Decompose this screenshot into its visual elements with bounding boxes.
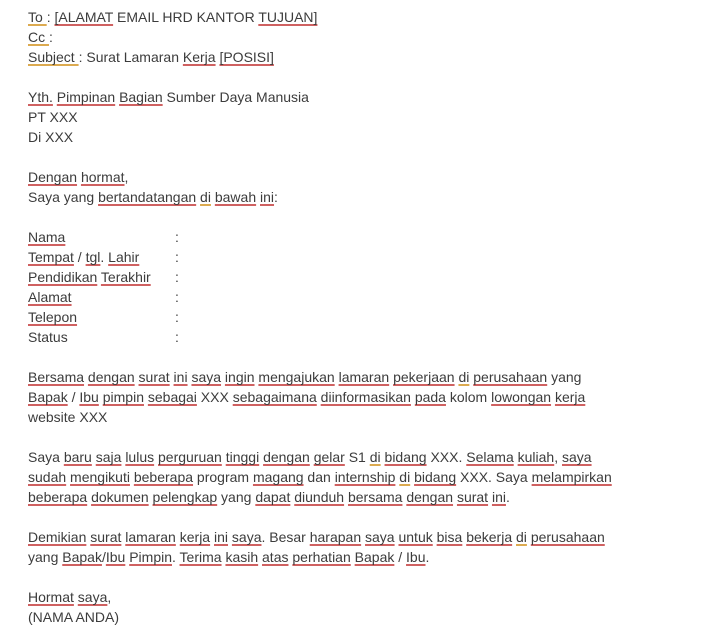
spelling-error-word: [POSISI] [219, 49, 274, 65]
spelling-error-word: baru [63, 449, 92, 465]
text-segment: . Besar [261, 529, 310, 545]
spelling-error-word: pada [414, 389, 446, 405]
text-line [28, 127, 683, 147]
spelling-error-word: internship [334, 469, 396, 485]
spelling-error-word: Alamat [28, 289, 72, 305]
grammar-suggestion-word: Cc [28, 29, 49, 45]
spelling-error-word: diunduh [294, 489, 345, 505]
text-segment: XXX. Saya [456, 469, 532, 485]
spelling-error-word: saya [365, 529, 395, 545]
spelling-error-word: beberapa [133, 469, 194, 485]
field-label [28, 327, 175, 347]
spelling-error-word: ini [214, 529, 229, 545]
text-segment: , [107, 589, 112, 605]
form-field-row [28, 227, 683, 247]
text-segment: : [46, 9, 55, 25]
spelling-error-word: kuliah [517, 449, 555, 465]
field-label [28, 287, 175, 307]
field-label [28, 227, 175, 247]
spelling-error-word: hormat [80, 169, 125, 185]
text-segment: Saya [28, 449, 64, 465]
spelling-error-word: perguruan [158, 449, 222, 465]
spelling-error-word: Terakhir [100, 269, 151, 285]
blank-line [28, 67, 683, 87]
blank-line [28, 147, 683, 167]
text-segment: kolom [445, 389, 492, 405]
text-segment: : [274, 189, 278, 205]
spelling-error-word: atas [262, 549, 289, 565]
spelling-error-word: saya [191, 369, 222, 385]
grammar-suggestion-word: di [458, 369, 470, 385]
spelling-error-word: dokumen [91, 489, 149, 505]
spelling-error-word: lulus [125, 449, 155, 465]
spelling-error-word: Yth. [28, 89, 53, 105]
spelling-error-word: ingin [224, 369, 255, 385]
spelling-error-word: bekerja [466, 529, 513, 545]
spelling-error-word: Selama [466, 449, 514, 465]
text-segment: / [73, 249, 86, 265]
spelling-error-word: bawah [214, 189, 257, 205]
spelling-error-word: sebagai [147, 389, 197, 405]
text-line [28, 447, 683, 467]
blank-line [28, 207, 683, 227]
spelling-error-word: ini [173, 369, 188, 385]
spelling-error-word: lamaran [338, 369, 390, 385]
spelling-error-word: TUJUAN] [258, 9, 318, 25]
grammar-suggestion-word: di [516, 529, 527, 545]
spelling-error-word: perhatian [292, 549, 351, 565]
spelling-error-word: harapan [309, 529, 362, 545]
text-segment: Sumber Daya Manusia [162, 89, 309, 105]
text-line [28, 187, 683, 207]
text-line [28, 7, 683, 27]
spelling-error-word: dengan [87, 369, 135, 385]
spelling-error-word: Terima [179, 549, 222, 565]
spelling-error-word: [ALAMAT [54, 9, 114, 25]
field-colon: : [175, 289, 179, 305]
spelling-error-word: beberapa [28, 489, 88, 505]
spelling-error-word: Ibu [105, 549, 126, 565]
form-field-row [28, 287, 683, 307]
text-segment: , [124, 169, 129, 185]
spelling-error-word: Bapak [28, 389, 68, 405]
text-line [28, 167, 683, 187]
text-segment: PT XXX [28, 109, 78, 125]
spelling-error-word: Pendidikan [28, 269, 98, 285]
text-segment: website XXX [28, 409, 108, 425]
text-line [28, 587, 683, 607]
text-line [28, 407, 683, 427]
spelling-error-word: sudah [28, 469, 67, 485]
spelling-error-word: Hormat [28, 589, 74, 605]
text-segment: XXX [196, 389, 233, 405]
spelling-error-word: ini [491, 489, 506, 505]
spelling-error-word: surat [138, 369, 170, 385]
form-field-row [28, 267, 683, 287]
text-segment: : Surat Lamaran [78, 49, 183, 65]
spelling-error-word: Bapak [62, 549, 102, 565]
text-segment: Status [28, 329, 68, 345]
text-line [28, 487, 683, 507]
form-field-row [28, 327, 683, 347]
spelling-error-word: bertandatangan [98, 189, 197, 205]
text-line [28, 107, 683, 127]
text-segment: Di XXX [28, 129, 74, 145]
spelling-error-word: pimpin [102, 389, 144, 405]
text-segment: S1 [344, 449, 370, 465]
grammar-suggestion-word: Subject [28, 49, 79, 65]
field-colon: : [175, 229, 179, 245]
spelling-error-word: ini [260, 189, 275, 205]
document-body [28, 7, 683, 627]
spelling-error-word: Lahir [108, 249, 140, 265]
spelling-error-word: gelar [313, 449, 345, 465]
spelling-error-word: lamaran [125, 529, 176, 545]
spelling-error-word: pelengkap [152, 489, 218, 505]
grammar-suggestion-word: di [369, 449, 381, 465]
spelling-error-word: mengajukan [258, 369, 335, 385]
spelling-error-word: magang [252, 469, 304, 485]
text-segment: dan [303, 469, 335, 485]
spelling-error-word: diinformasikan [320, 389, 411, 405]
spelling-error-word: Nama [28, 229, 66, 245]
text-line [28, 27, 683, 47]
spelling-error-word: dapat [255, 489, 291, 505]
spelling-error-word: sebagaimana [232, 389, 317, 405]
text-segment: yang [547, 369, 582, 385]
spelling-error-word: bisa [436, 529, 463, 545]
field-label [28, 267, 175, 287]
spelling-error-word: Ibu [79, 389, 99, 405]
text-segment: yang [28, 549, 63, 565]
spelling-error-word: Pimpin [129, 549, 172, 565]
text-line [28, 387, 683, 407]
spelling-error-word: untuk [398, 529, 433, 545]
text-segment: . [172, 549, 180, 565]
text-segment: program [193, 469, 253, 485]
spelling-error-word: saya [562, 449, 592, 465]
form-field-row [28, 247, 683, 267]
text-segment: . [505, 489, 510, 505]
spelling-error-word: Kerja [182, 49, 216, 65]
field-colon: : [175, 309, 179, 325]
text-segment: (NAMA ANDA) [28, 609, 120, 625]
text-segment: . [425, 549, 430, 565]
spelling-error-word: mengikuti [70, 469, 130, 485]
field-label [28, 307, 175, 327]
spelling-error-word: Dengan [28, 169, 78, 185]
blank-line [28, 567, 683, 587]
spelling-error-word: dengan [263, 449, 310, 465]
text-segment: Saya yang [28, 189, 99, 205]
grammar-suggestion-word: di [200, 189, 211, 205]
spelling-error-word: kerja [179, 529, 211, 545]
spelling-error-word: Bagian [119, 89, 163, 105]
field-label [28, 247, 175, 267]
grammar-suggestion-word: To [28, 9, 47, 25]
spelling-error-word: Telepon [28, 309, 78, 325]
grammar-suggestion-word: di [399, 469, 411, 485]
spelling-error-word: saya [77, 589, 108, 605]
spelling-error-word: bidang [384, 449, 427, 465]
text-line [28, 607, 683, 627]
text-segment: / [394, 549, 407, 565]
blank-line [28, 507, 683, 527]
text-line [28, 47, 683, 67]
text-line [28, 467, 683, 487]
spelling-error-word: Ibu [406, 549, 426, 565]
blank-line [28, 347, 683, 367]
spelling-error-word: perusahaan [473, 369, 548, 385]
text-line [28, 87, 683, 107]
spelling-error-word: Tempat [28, 249, 74, 265]
text-line [28, 527, 683, 547]
field-colon: : [175, 249, 179, 265]
spelling-error-word: surat [90, 529, 122, 545]
spelling-error-word: melampirkan [531, 469, 612, 485]
spelling-error-word: pekerjaan [393, 369, 455, 385]
spelling-error-word: saya [231, 529, 262, 545]
spelling-error-word: Bersama [28, 369, 85, 385]
blank-line [28, 427, 683, 447]
spelling-error-word: kerja [554, 389, 586, 405]
spelling-error-word: bersama [347, 489, 403, 505]
text-segment: / [67, 389, 80, 405]
text-segment: XXX. [426, 449, 467, 465]
spelling-error-word: Pimpinan [56, 89, 116, 105]
spelling-error-word: Bapak [354, 549, 395, 565]
spelling-error-word: kasih [225, 549, 259, 565]
spelling-error-word: saja [95, 449, 122, 465]
spelling-error-word: tinggi [225, 449, 260, 465]
text-segment: . [100, 249, 109, 265]
spelling-error-word: surat [456, 489, 489, 505]
text-segment: / [101, 549, 106, 565]
form-field-row [28, 307, 683, 327]
spelling-error-word: Demikian [28, 529, 87, 545]
spelling-error-word: bidang [414, 469, 457, 485]
spelling-error-word: dengan [406, 489, 454, 505]
text-segment: EMAIL HRD KANTOR [113, 9, 259, 25]
text-segment: , [554, 449, 562, 465]
text-line [28, 367, 683, 387]
text-segment: : [49, 29, 53, 45]
field-colon: : [175, 269, 179, 285]
spelling-error-word: lowongan [491, 389, 552, 405]
spelling-error-word: perusahaan [530, 529, 605, 545]
text-line [28, 547, 683, 567]
text-segment: yang [217, 489, 256, 505]
spelling-error-word: tgl [85, 249, 101, 265]
field-colon: : [175, 329, 179, 345]
